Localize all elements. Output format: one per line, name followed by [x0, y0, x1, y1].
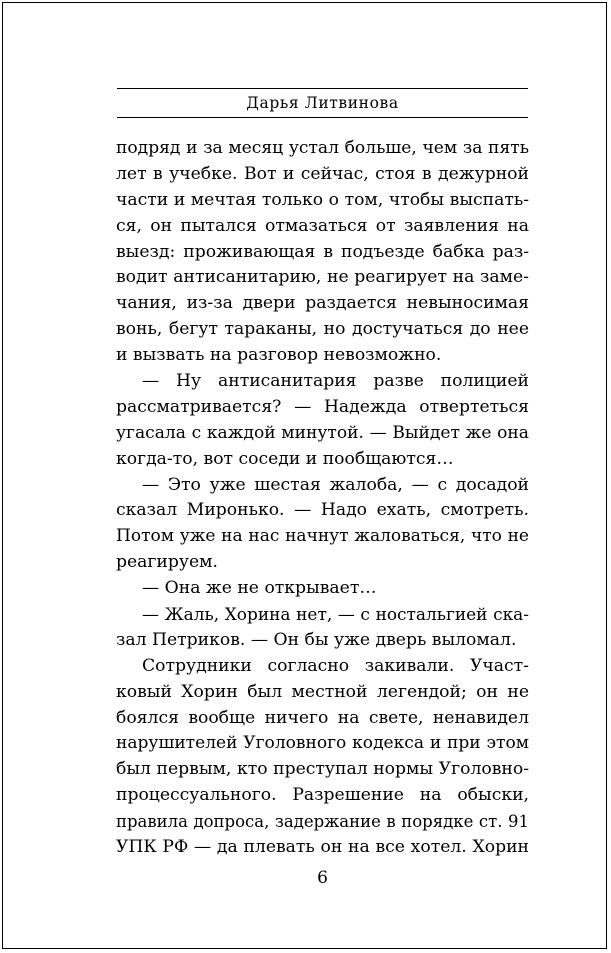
text-line: был первым, кто преступал нормы Уголовно- — [116, 759, 529, 780]
header-rule-top — [117, 88, 528, 89]
text-line: нарушителей Уголовного кодекса и при этом — [116, 733, 529, 754]
text-line: водит антисанитарию, не реагирует на заме- — [116, 267, 529, 288]
text-line: Сотрудники согласно закивали. Участ- — [142, 655, 529, 676]
text-line: Потом уже на нас начнут жаловаться, что не — [116, 526, 529, 547]
text-line: УПК РФ — да плевать он на все хотел. Хорин — [116, 837, 529, 858]
text-line: процессуального. Разрешение на обыски, — [116, 785, 529, 806]
page-number: 6 — [317, 868, 328, 888]
text-line: вонь, бегут тараканы, но достучаться до нее — [116, 319, 529, 340]
text-line: части и мечтая только о том, чтобы выспать- — [116, 189, 529, 210]
text-line: ся, он пытался отмазаться от заявления на — [116, 215, 529, 236]
text-line: реагируем. — [116, 552, 219, 573]
text-line: — Она же не открывает… — [142, 578, 377, 599]
text-line: выезд: проживающая в подъезде бабка раз- — [116, 241, 529, 262]
text-line: лет в учебке. Вот и сейчас, стоя в дежурной — [116, 163, 529, 184]
body-text — [116, 136, 529, 861]
text-line: чания, из-за двери раздается невыносимая — [116, 293, 529, 314]
text-line: подряд и за месяц устал больше, чем за пять — [116, 138, 529, 158]
text-line: — Это уже шестая жалоба, — с досадой — [142, 474, 529, 495]
text-line: зал Петриков. — Он бы уже дверь выломал. — [116, 629, 517, 650]
text-line: ковый Хорин был местной легендой; он не — [116, 681, 529, 702]
text-line: сказал Миронько. — Надо ехать, смотреть. — [116, 500, 529, 521]
text-line: когда-то, вот соседи и пообщаются… — [116, 448, 454, 469]
text-line: правила допроса, задержание в порядке ст. 91 — [116, 812, 529, 832]
running-header-author: Дарья Литвинова — [246, 94, 399, 112]
header-rule-bottom — [117, 117, 528, 118]
text-line: и вызвать на разговор невозможно. — [116, 345, 442, 366]
text-line: угасала с каждой минутой. — Выйдет же она — [116, 422, 529, 443]
text-line: — Ну антисанитария разве полицией — [142, 371, 529, 392]
text-line: — Жаль, Хорина нет, — с ностальгией ска- — [142, 604, 529, 625]
text-line: рассматривается? — Надежда отвертеться — [116, 396, 529, 417]
text-line: боялся вообще ничего на свете, ненавидел — [116, 707, 529, 728]
